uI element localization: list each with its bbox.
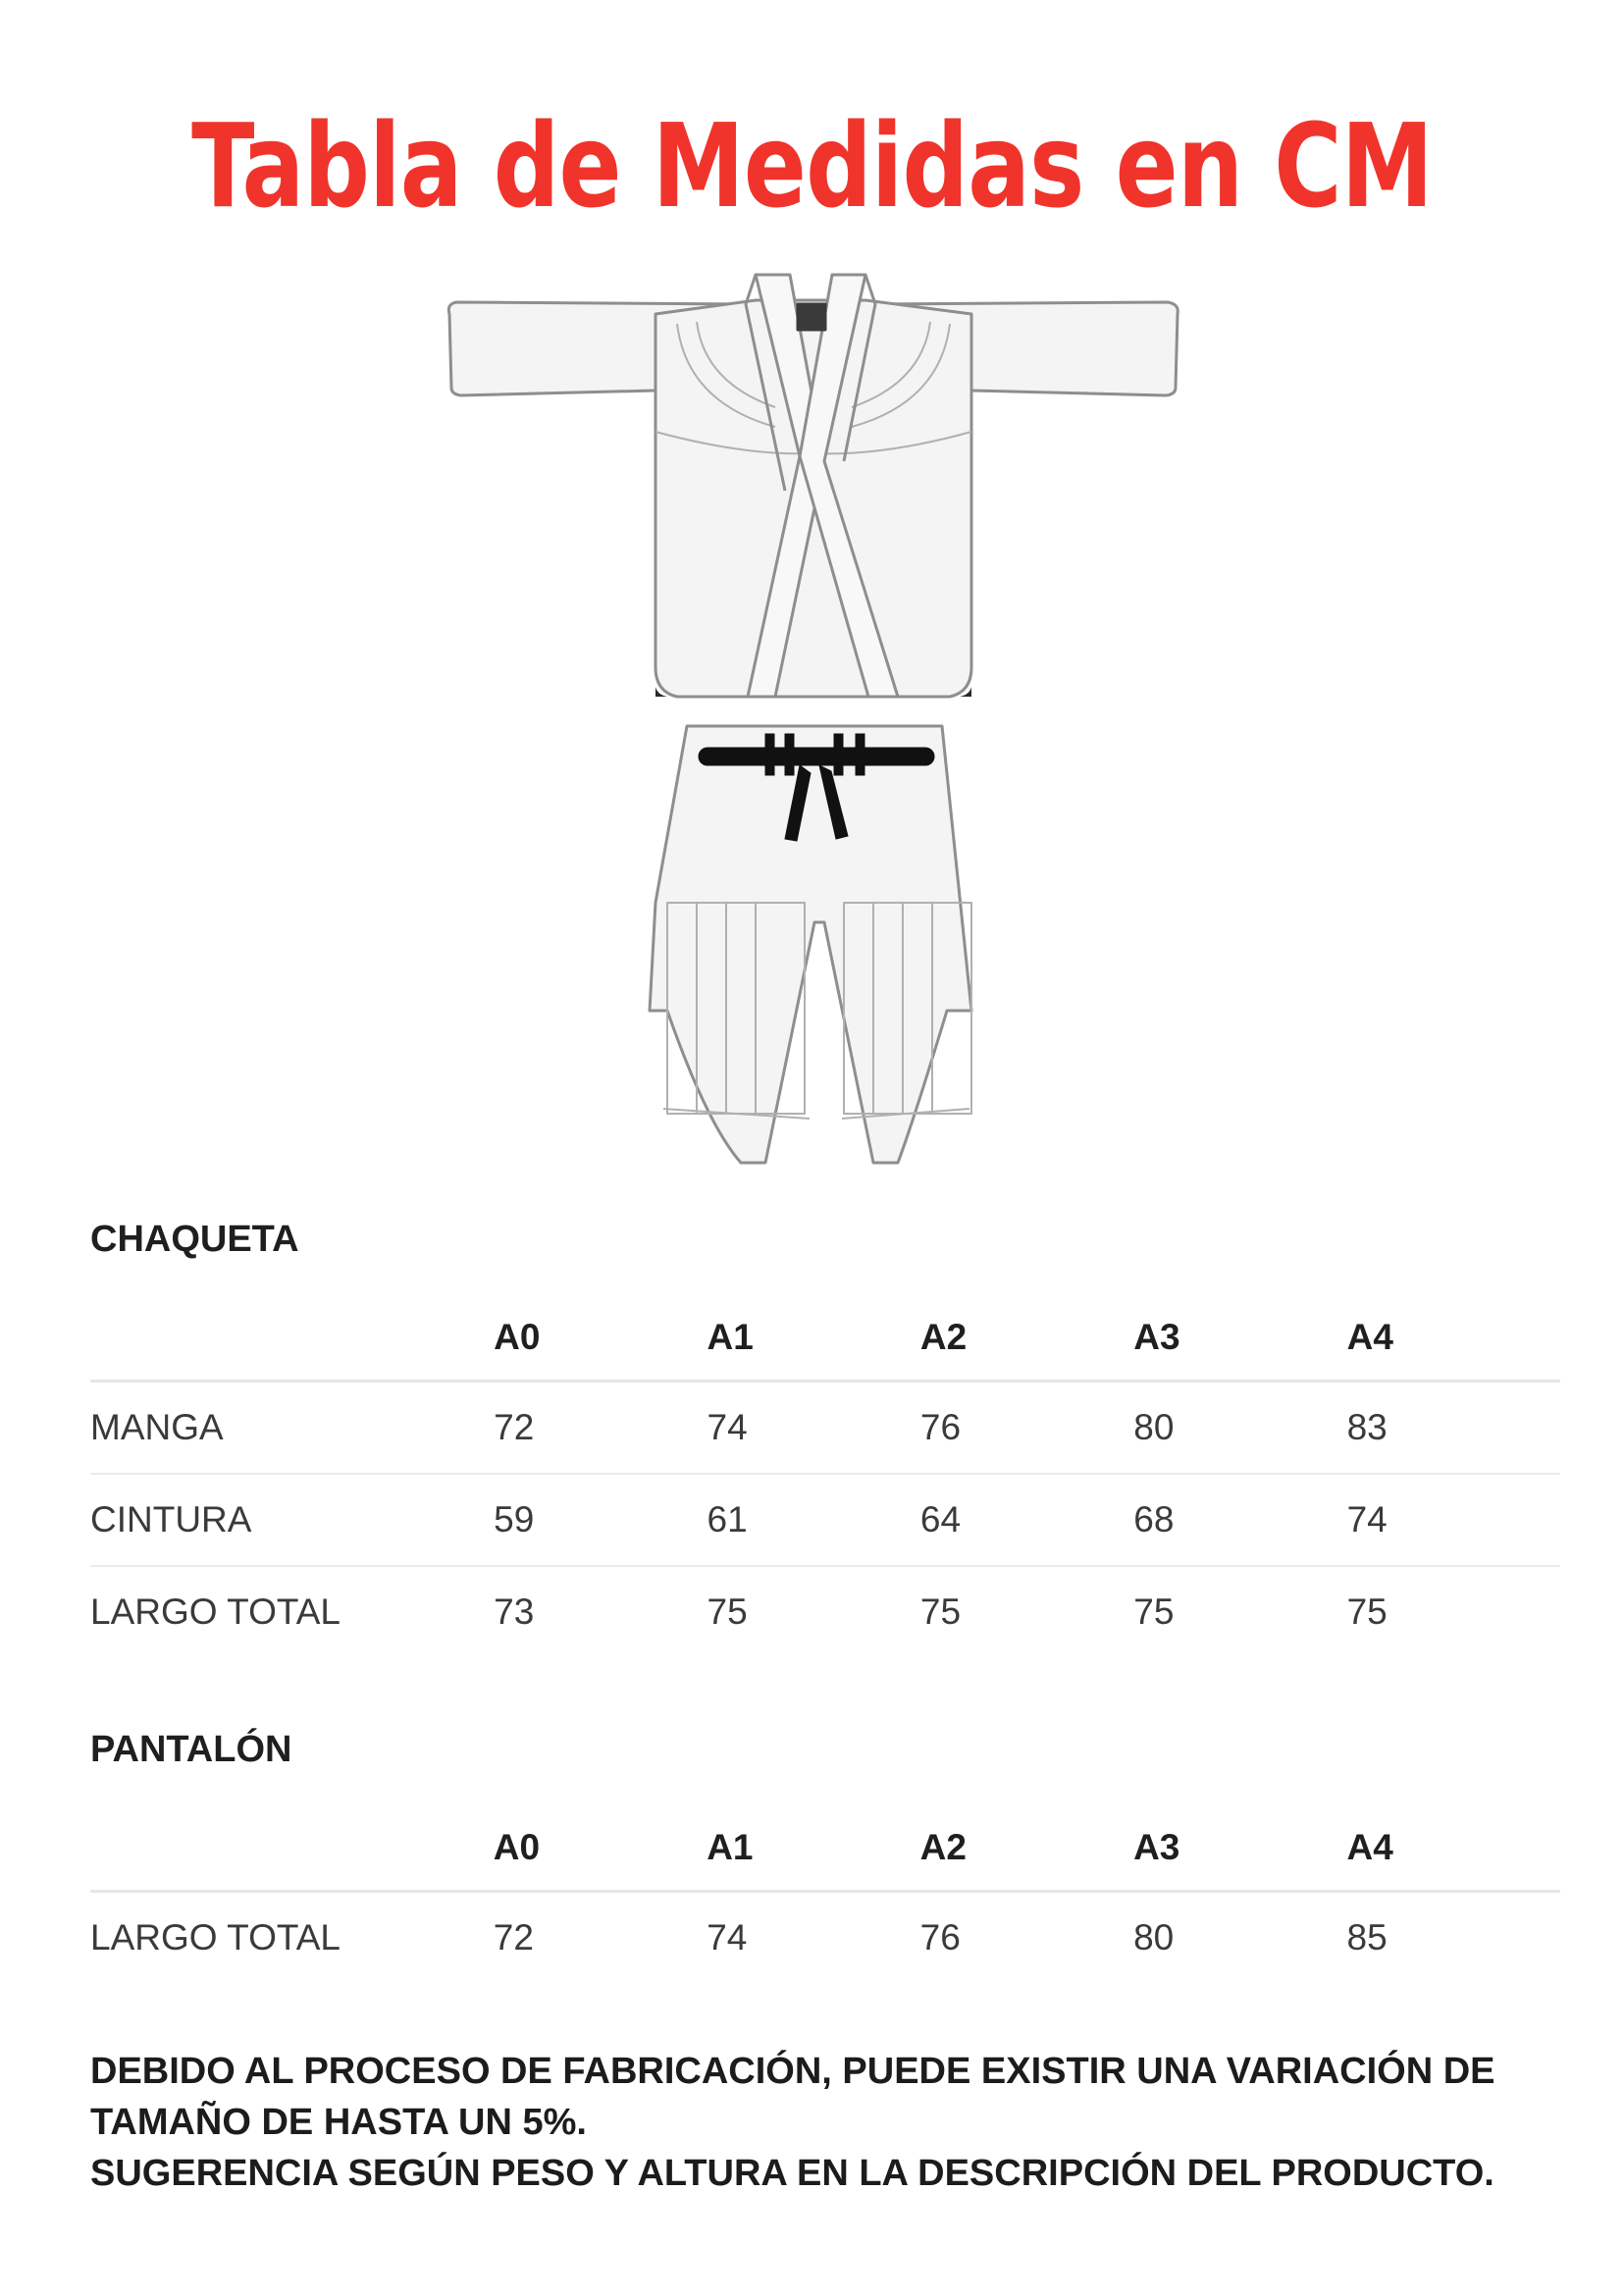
table-cell: 75 — [919, 1592, 962, 1632]
column-header: A4 — [1347, 1805, 1560, 1892]
table-header-row — [90, 1805, 1560, 1892]
pants-heading: PANTALÓN — [90, 1729, 292, 1770]
table-cell: 76 — [919, 1917, 961, 1957]
notice-line: DEBIDO AL PROCESO DE FABRICACIÓN, PUEDE EXISTIR UNA VARIACIÓN DE — [90, 2051, 1495, 2092]
table-header-row — [90, 1295, 1560, 1382]
gi-drawing — [0, 235, 1624, 1177]
table-cell: 80 — [1133, 1917, 1175, 1957]
row-label: CINTURA — [90, 1474, 494, 1566]
column-header: A4 — [1347, 1295, 1560, 1382]
table-cell: 75 — [1346, 1592, 1388, 1632]
table-cell: 72 — [493, 1917, 534, 1957]
table-row — [90, 1382, 1560, 1475]
notice-line: TAMAÑO DE HASTA UN 5%. — [90, 2102, 587, 2143]
table-row — [90, 1474, 1560, 1566]
column-header: A0 — [494, 1295, 707, 1382]
table-cell: 74 — [1347, 1474, 1560, 1566]
table-cell: 61 — [707, 1474, 920, 1566]
table-row — [90, 1566, 1560, 1657]
kimono-illustration — [0, 235, 1624, 1177]
column-header: A3 — [1133, 1295, 1346, 1382]
table-cell: 64 — [920, 1474, 1133, 1566]
notice-line: SUGERENCIA SEGÚN PESO Y ALTURA EN LA DESCRIPCIÓN DEL PRODUCTO. — [90, 2153, 1494, 2194]
table-cell: 76 — [920, 1382, 1133, 1475]
page-title: Tabla de Medidas en CM — [191, 98, 1433, 234]
table-cell: 73 — [494, 1592, 535, 1632]
gi-pants — [650, 726, 971, 1163]
table-cell: 74 — [707, 1917, 748, 1957]
column-header — [90, 1805, 494, 1892]
fabrication-notice — [90, 2046, 1572, 2199]
table-cell: 85 — [1346, 1917, 1388, 1957]
gi-jacket — [448, 275, 1178, 697]
column-header: A1 — [707, 1805, 919, 1892]
row-label: LARGO TOTAL — [90, 1917, 341, 1957]
column-header — [90, 1295, 494, 1382]
table-cell: 75 — [707, 1592, 748, 1632]
column-header: A1 — [707, 1295, 920, 1382]
column-header: A0 — [494, 1805, 707, 1892]
table-cell: 68 — [1133, 1474, 1346, 1566]
table-cell: 72 — [494, 1382, 707, 1475]
table-row — [90, 1892, 1560, 1984]
row-label: LARGO TOTAL — [90, 1592, 341, 1632]
table-cell: 75 — [1133, 1592, 1175, 1632]
table-cell: 59 — [494, 1474, 707, 1566]
jacket-heading: CHAQUETA — [90, 1219, 299, 1260]
column-header: A3 — [1133, 1805, 1346, 1892]
table-cell: 74 — [707, 1382, 920, 1475]
table-cell: 80 — [1133, 1382, 1346, 1475]
jacket-size-table — [90, 1295, 1560, 1657]
table-cell: 83 — [1347, 1382, 1560, 1475]
column-header: A2 — [920, 1805, 1133, 1892]
row-label: MANGA — [90, 1382, 494, 1475]
column-header: A2 — [920, 1295, 1133, 1382]
pants-size-table — [90, 1805, 1560, 1983]
